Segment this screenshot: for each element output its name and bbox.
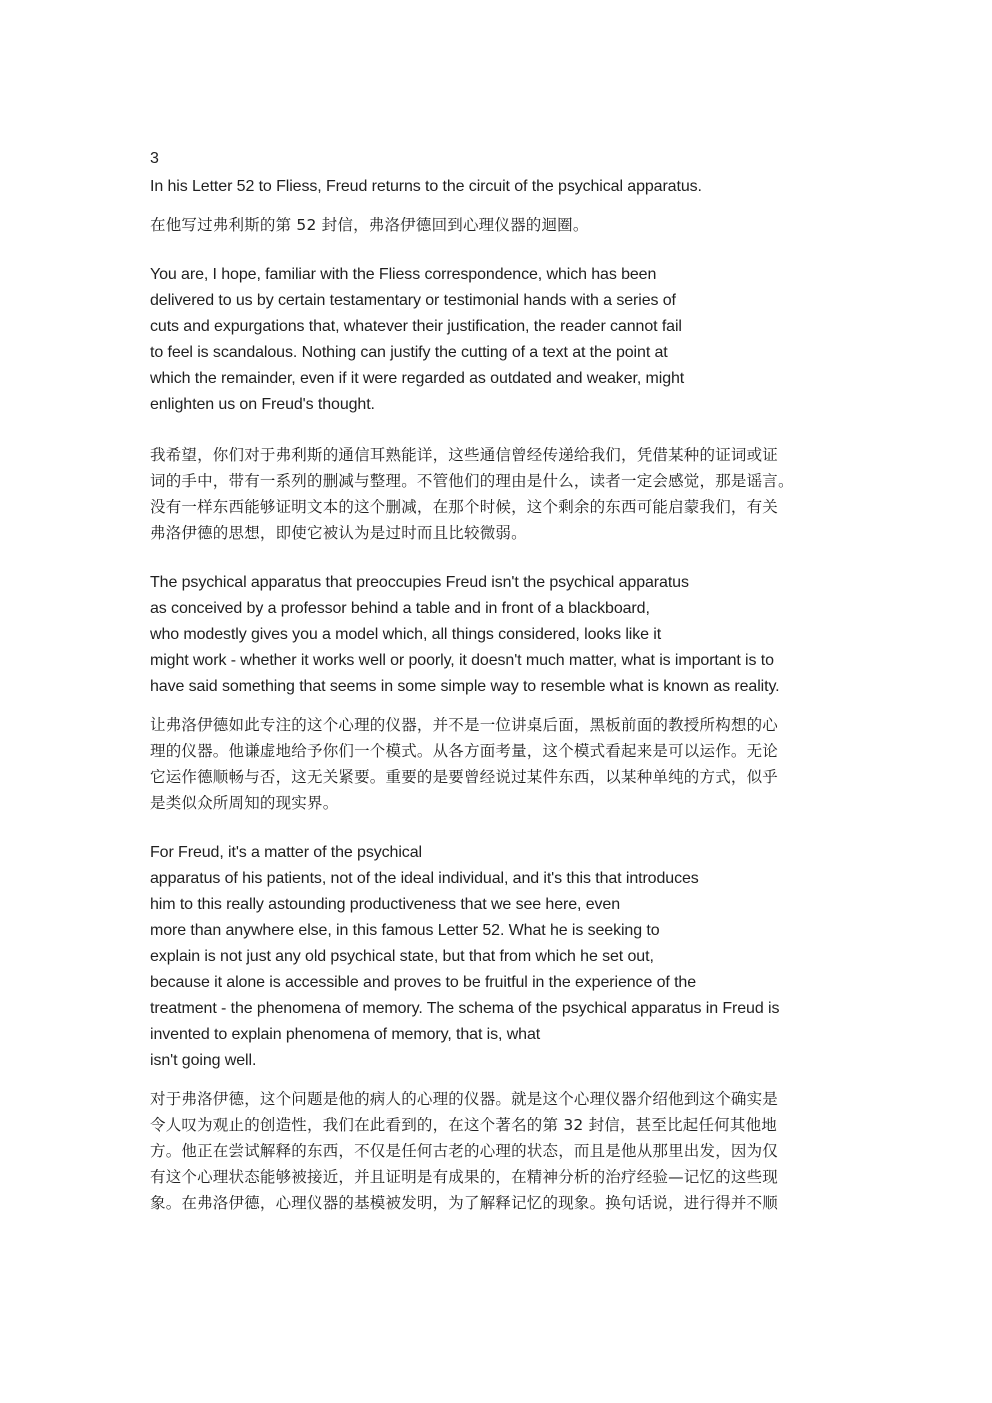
text-line: 弗洛伊德的思想，即使它被认为是过时而且比较微弱。 (150, 524, 527, 542)
page-number: 3 (150, 150, 159, 167)
text-line: 象。在弗洛伊德，心理仪器的基模被发明，为了解释记忆的现象。换句话说，进行得并不顺 (150, 1194, 779, 1212)
text-line: 没有一样东西能够证明文本的这个删减，在那个时候，这个剩余的东西可能启蒙我们，有关 (150, 498, 779, 516)
text-line: You are, I hope, familiar with the Fliess correspondence, which has been (150, 266, 657, 283)
paragraph-en-2 (150, 262, 850, 418)
text-line: to feel is scandalous. Nothing can justify the cutting of a text at the point at (150, 344, 668, 361)
document-page (150, 148, 850, 1216)
text-line: The psychical apparatus that preoccupies Freud isn't the psychical apparatus (150, 574, 689, 591)
text-line: enlighten us on Freud's thought. (150, 396, 375, 413)
text-line: 有这个心理状态能够被接近，并且证明是有成果的，在精神分析的治疗经验—记忆的这些现 (150, 1168, 779, 1186)
paragraph-en-4 (150, 840, 850, 1074)
text-line: explain is not just any old psychical state, but that from which he set out, (150, 948, 654, 965)
text-line: cuts and expurgations that, whatever their justification, the reader cannot fail (150, 318, 682, 335)
text-line: invented to explain phenomena of memory, that is, what (150, 1026, 541, 1043)
text-line: 我希望，你们对于弗利斯的通信耳熟能详，这些通信曾经传递给我们，凭借某种的证词或证 (150, 446, 779, 464)
text-line: as conceived by a professor behind a table and in front of a blackboard, (150, 600, 650, 617)
text-line: isn't going well. (150, 1052, 257, 1069)
text-line: because it alone is accessible and proves to be fruitful in the experience of the (150, 974, 697, 991)
paragraph-en-1 (150, 174, 850, 200)
text-line: For Freud, it's a matter of the psychical (150, 844, 422, 861)
text-line: him to this really astounding productiveness that we see here, even (150, 896, 621, 913)
text-line: 是类似众所周知的现实界。 (150, 794, 339, 812)
text-line: apparatus of his patients, not of the ideal individual, and it's this that introduces (150, 870, 699, 887)
text-line: 词的手中，带有一系列的删减与整理。不管他们的理由是什么，读者一定会感觉，那是谣言。 (150, 472, 794, 490)
paragraph-zh-2 (150, 442, 850, 546)
paragraph-zh-1 (150, 212, 850, 238)
text-line: which the remainder, even if it were regarded as outdated and weaker, might (150, 370, 685, 387)
text-line: 理的仪器。他谦虚地给予你们一个模式。从各方面考量，这个模式看起来是可以运作。无论 (150, 742, 779, 760)
text-line: who modestly gives you a model which, all things considered, looks like it (150, 626, 662, 643)
text-line: 它运作德顺畅与否，这无关紧要。重要的是要曾经说过某件东西，以某种单纯的方式，似乎 (150, 768, 779, 786)
text-line: 方。他正在尝试解释的东西，不仅是任何古老的心理的状态，而且是他从那里出发，因为仅 (150, 1142, 779, 1160)
text-line: In his Letter 52 to Fliess, Freud returns to the circuit of the psychical apparatus. (150, 178, 702, 195)
paragraph-zh-3 (150, 712, 850, 816)
text-line: 在他写过弗利斯的第 52 封信，弗洛伊德回到心理仪器的迴圈。 (150, 216, 589, 234)
text-line: treatment - the phenomena of memory. The schema of the psychical apparatus in Freud is (150, 1000, 780, 1017)
text-line: more than anywhere else, in this famous Letter 52. What he is seeking to (150, 922, 660, 939)
text-line: 让弗洛伊德如此专注的这个心理的仪器，并不是一位讲桌后面，黑板前面的教授所构想的心 (150, 716, 779, 734)
paragraph-en-3 (150, 570, 850, 700)
text-line: 令人叹为观止的创造性，我们在此看到的，在这个著名的第 32 封信，甚至比起任何其他地 (150, 1116, 777, 1134)
text-line: might work - whether it works well or poorly, it doesn't much matter, what is important is to (150, 652, 774, 669)
text-line: have said something that seems in some simple way to resemble what is known as reality. (150, 678, 780, 695)
text-line: delivered to us by certain testamentary or testimonial hands with a series of (150, 292, 676, 309)
text-line: 对于弗洛伊德，这个问题是他的病人的心理的仪器。就是这个心理仪器介绍他到这个确实是 (150, 1090, 779, 1108)
paragraph-zh-4 (150, 1086, 850, 1216)
